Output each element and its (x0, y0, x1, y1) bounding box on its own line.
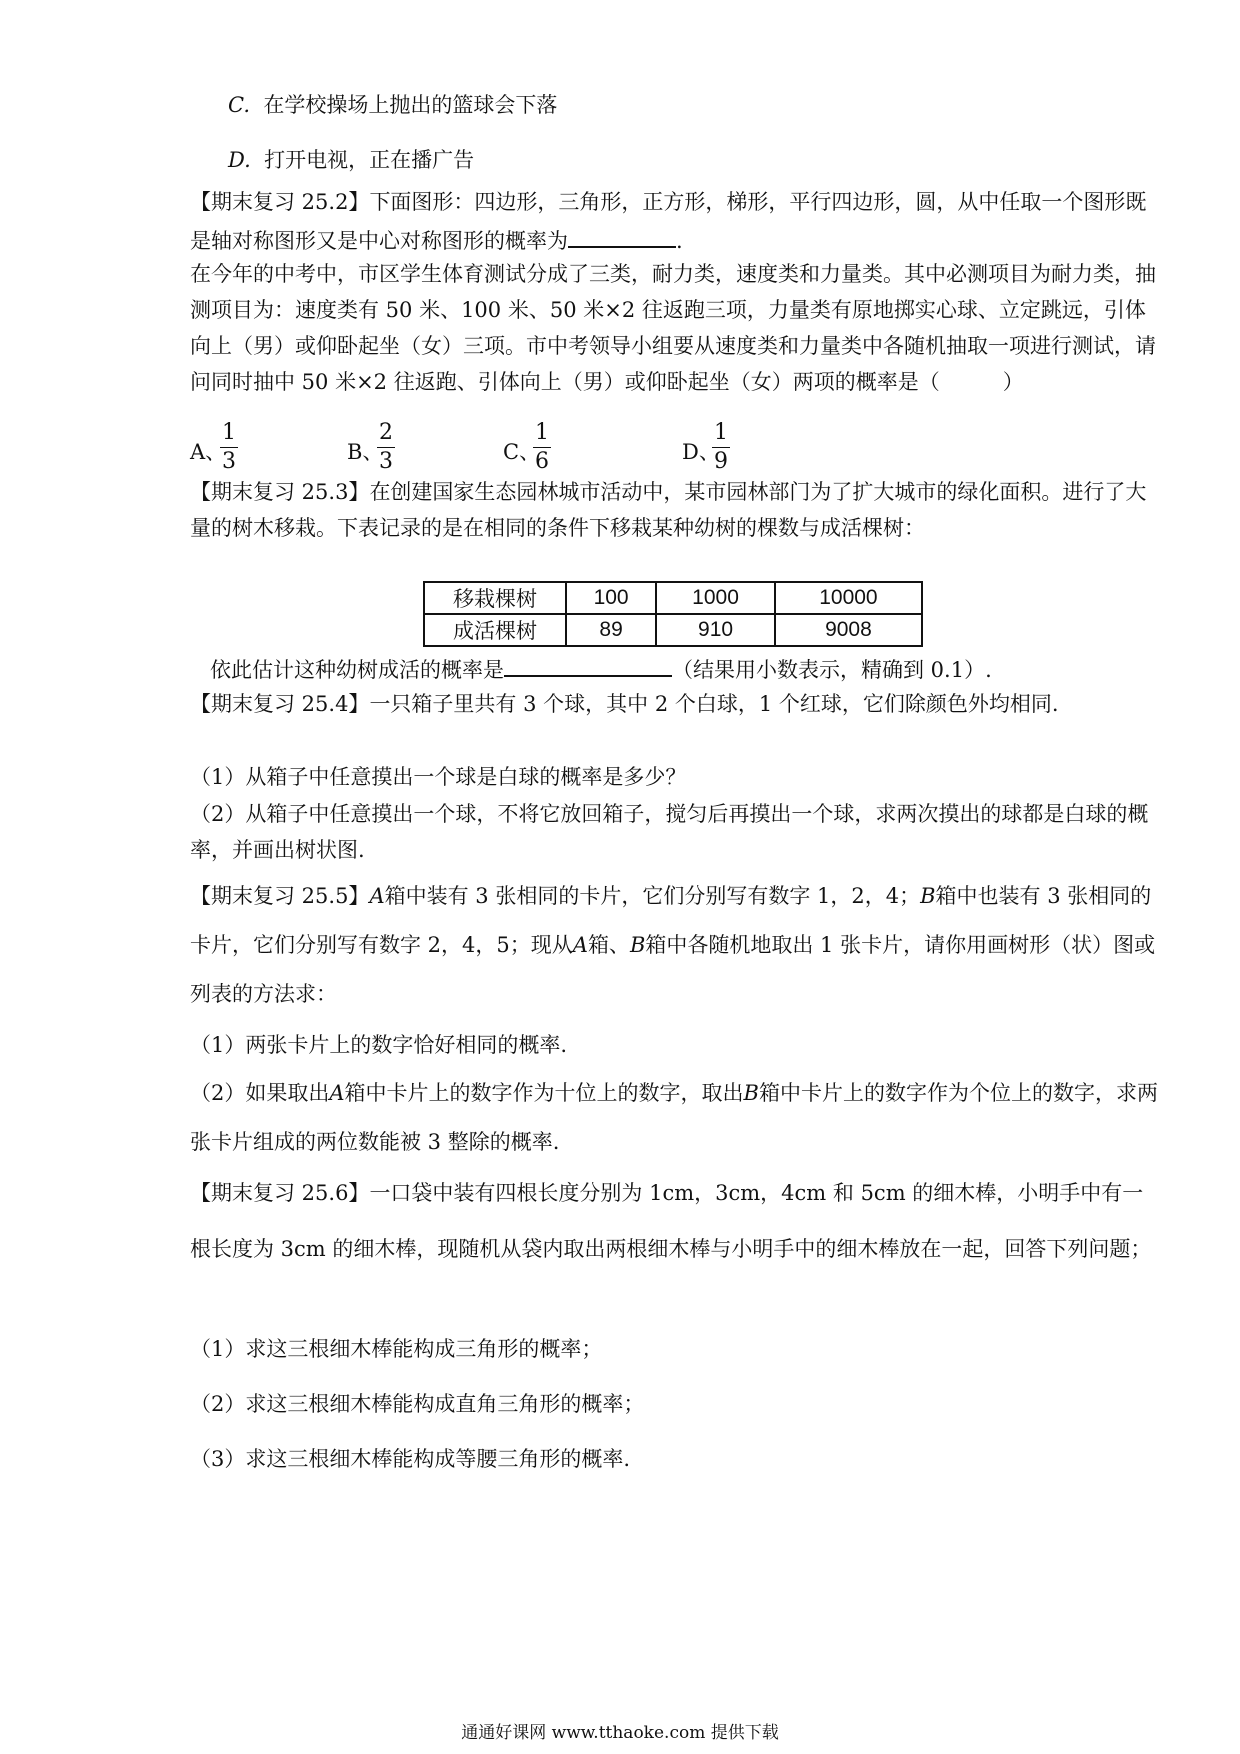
table-cell: 89 (566, 614, 656, 646)
question-tag: 【期末复习 25.5】 (190, 884, 370, 908)
choice-fraction (533, 420, 551, 475)
option-c-text: 在学校操场上抛出的篮球会下落 (263, 93, 558, 117)
question-text: 箱、 (587, 933, 630, 957)
choice-label: B、 (347, 440, 384, 464)
part-text: （3）求这三根细木棒能构成等腰三角形的概率. (190, 1447, 631, 1471)
part-text: （1）两张卡片上的数字恰好相同的概率. (190, 1033, 568, 1057)
question-25-6-part-3 (190, 1441, 1160, 1477)
table-cell: 1000 (656, 582, 775, 614)
question-25-4-part-1 (190, 759, 1160, 795)
question-end: . (676, 229, 683, 253)
question-25-4-part-2 (190, 796, 1160, 868)
fraction-numerator: 1 (712, 420, 730, 448)
box-b-label: B (743, 1081, 759, 1105)
part-text: （1）从箱子中任意摸出一个球是白球的概率是多少？ (190, 765, 687, 789)
question-25-3 (190, 474, 1160, 546)
option-d (228, 142, 1198, 178)
box-b-label: B (920, 884, 936, 908)
fraction-denominator: 3 (222, 449, 236, 474)
table-cell: 10000 (775, 582, 922, 614)
option-c-label: C. (228, 93, 250, 117)
question-25-6-part-2 (190, 1386, 1160, 1422)
box-b-label: B (629, 933, 646, 957)
fraction-numerator: 1 (220, 420, 238, 448)
table-cell: 9008 (775, 614, 922, 646)
question-text: 箱中各随机地取出 1 张卡片，请你用画树形（状）图或列表的方法求： (190, 933, 1156, 1006)
fraction-denominator: 9 (714, 449, 728, 474)
box-a-label: A (369, 884, 385, 908)
transplant-table (423, 581, 923, 647)
estimate-suffix: （结果用小数表示，精确到 0.1）. (672, 658, 992, 682)
answer-blank (504, 649, 672, 677)
question-text: 一只箱子里共有 3 个球，其中 2 个白球，1 个红球，它们除颜色外均相同. (369, 692, 1059, 716)
row-header: 成活棵树 (424, 614, 566, 646)
estimate-prefix: 依此估计这种幼树成活的概率是 (210, 658, 504, 682)
fraction-denominator: 3 (379, 449, 393, 474)
choice-label: A、 (190, 440, 227, 464)
question-text: 箱中装有 3 张相同的卡片，它们分别写有数字 1，2，4； (384, 884, 921, 908)
question-tag: 【期末复习 25.6】 (190, 1181, 370, 1205)
choice-fraction (377, 420, 395, 475)
question-text: 在今年的中考中，市区学生体育测试分成了三类，耐力类，速度类和力量类。其中必测项目为耐力类，抽测项目为：速度类有 50 米、100 米、50 米×2 往返跑三项，力量类有原地掷实心球、立定跳远，引体向上（男）或仰卧起坐（女）三项。市中考领导小组要从速度类和力量类中各随机抽取一项进行测试，请问同时抽中 50 米×2 往返跑、引体向上（男）或仰卧起坐（女）两项的概率是（ ） (190, 262, 1156, 394)
question-25-6-part-1 (190, 1331, 1160, 1367)
option-c (228, 87, 1198, 123)
question-25-4 (190, 686, 1160, 722)
footer-credit: 通通好课网 www.tthaoke.com 提供下载 (461, 1723, 779, 1743)
part-text: （2）如果取出 (190, 1081, 330, 1105)
answer-blank (568, 220, 676, 248)
box-a-label: A (572, 933, 588, 957)
question-text: 在创建国家生态园林城市活动中，某市园林部门为了扩大城市的绿化面积。进行了大量的树木移栽。下表记录的是在相同的条件下移栽某种幼树的棵数与成活棵树： (190, 480, 1147, 540)
option-d-label: D. (228, 148, 251, 172)
question-text: 箱中也装有 3 张相同的卡片，它们分别写有数字 2，4，5；现从 (190, 884, 1152, 957)
part-text: 箱中卡片上的数字作为十位上的数字，取出 (344, 1081, 744, 1105)
answer-choices-row (190, 418, 890, 478)
part-text: （2）求这三根细木棒能构成直角三角形的概率； (190, 1392, 645, 1416)
fraction-denominator: 6 (535, 449, 549, 474)
question-25-5 (190, 872, 1160, 1019)
option-d-text: 打开电视，正在播广告 (264, 148, 475, 172)
table-cell: 910 (656, 614, 775, 646)
question-tag: 【期末复习 25.2】 (190, 190, 370, 214)
choice-fraction (712, 420, 730, 475)
choice-fraction (220, 420, 238, 475)
question-25-6 (190, 1165, 1160, 1277)
question-text: 下面图形：四边形，三角形，正方形，梯形，平行四边形，圆，从中任取一个图形既是轴对称图形又是中心对称图形的概率为 (190, 190, 1147, 253)
question-sport-test (190, 256, 1160, 400)
box-a-label: A (329, 1081, 345, 1105)
question-25-5-part-1 (190, 1021, 1160, 1070)
question-tag: 【期末复习 25.4】 (190, 692, 370, 716)
part-text: 箱中卡片上的数字作为个位上的数字，求两张卡片组成的两位数能被 3 整除的概率. (190, 1081, 1158, 1154)
part-text: （2）从箱子中任意摸出一个球，不将它放回箱子，搅匀后再摸出一个球，求两次摸出的球都是白球的概率，并画出树状图. (190, 802, 1149, 862)
table-row (424, 614, 922, 646)
table-row (424, 582, 922, 614)
question-tag: 【期末复习 25.3】 (190, 480, 370, 504)
choice-label: D、 (682, 440, 720, 464)
question-25-2 (190, 184, 1160, 259)
question-text: 一口袋中装有四根长度分别为 1cm，3cm，4cm 和 5cm 的细木棒，小明手中有一根长度为 3cm 的细木棒，现随机从袋内取出两根细木棒与小明手中的细木棒放在一起，回答下列问题； (190, 1181, 1152, 1261)
fraction-numerator: 1 (533, 420, 551, 448)
part-text: （1）求这三根细木棒能构成三角形的概率； (190, 1337, 603, 1361)
choice-label: C、 (503, 440, 541, 464)
fraction-numerator: 2 (377, 420, 395, 448)
row-header: 移栽棵树 (424, 582, 566, 614)
question-25-5-part-2 (190, 1069, 1160, 1167)
estimate-line (210, 649, 1180, 688)
table-cell: 100 (566, 582, 656, 614)
